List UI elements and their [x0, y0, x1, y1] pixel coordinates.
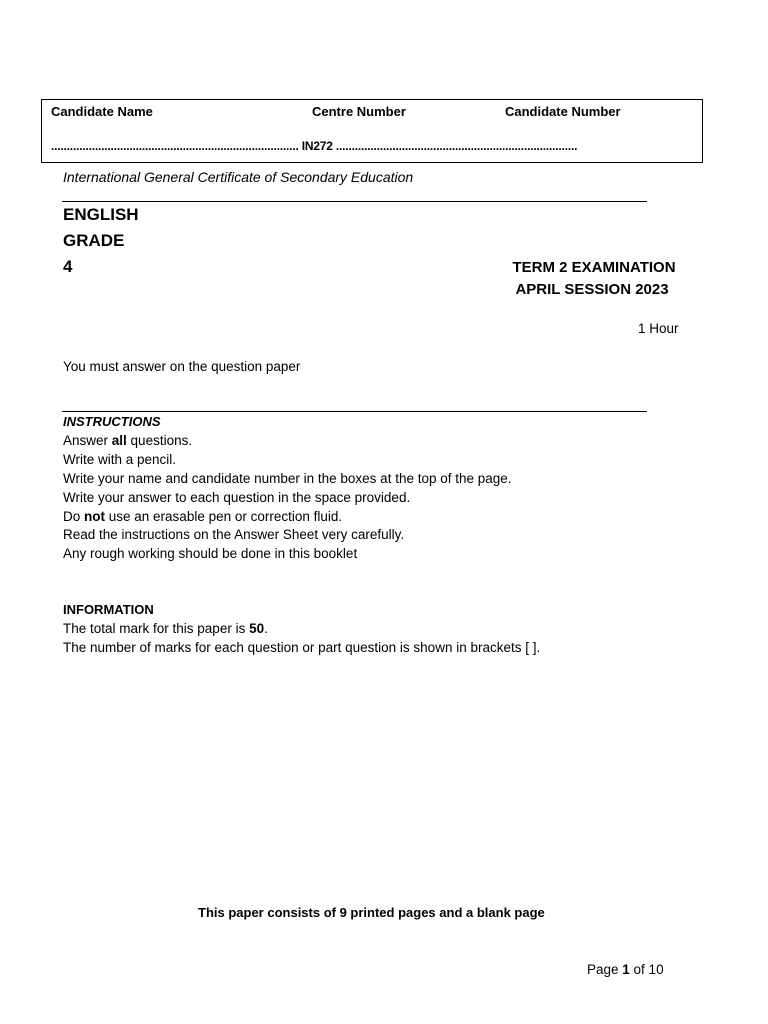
instruction-line: Any rough working should be done in this booklet: [63, 546, 358, 562]
answer-note: You must answer on the question paper: [63, 359, 301, 374]
pages-note: This paper consists of 9 printed pages and a blank page: [198, 905, 545, 920]
exam-term: TERM 2 EXAMINATION: [512, 259, 676, 276]
instruction-line: Write your answer to each question in the space provided.: [63, 489, 411, 505]
exam-session: APRIL SESSION 2023: [515, 281, 669, 298]
candidate-entry-line[interactable]: [51, 139, 577, 153]
grade-number: 4: [63, 257, 73, 276]
candidate-name-label: Candidate Name: [51, 104, 153, 119]
subject-title: ENGLISH: [63, 205, 139, 224]
centre-number-value: IN272: [301, 139, 333, 153]
instruction-line: Do not use an erasable pen or correction fluid.: [63, 508, 343, 524]
information-line: The number of marks for each question or part question is shown in brackets [ ].: [63, 639, 541, 655]
divider: [62, 411, 647, 412]
instructions-heading: INSTRUCTIONS: [63, 414, 161, 429]
centre-number-label: Centre Number: [312, 104, 406, 119]
exam-duration: 1 Hour: [638, 321, 679, 336]
grade-label: GRADE: [63, 231, 125, 250]
dots-left: ...............................................................................: [51, 139, 299, 153]
instruction-line: Write with a pencil.: [63, 451, 177, 467]
information-line: The total mark for this paper is 50.: [63, 621, 268, 636]
information-list: [63, 620, 540, 658]
divider: [62, 201, 647, 202]
qualification-title: International General Certificate of Secondary Education: [63, 169, 414, 185]
instruction-line: Write your name and candidate number in the boxes at the top of the page.: [63, 470, 512, 486]
instructions-list: [63, 432, 512, 564]
instruction-line: Read the instructions on the Answer Sheet very carefully.: [63, 527, 405, 543]
page-number: Page 1 of 10: [587, 962, 664, 977]
instruction-line: Answer all questions.: [63, 433, 193, 448]
dots-right: .............................................................................: [335, 139, 578, 153]
information-heading: INFORMATION: [63, 602, 154, 617]
candidate-number-label: Candidate Number: [505, 104, 621, 119]
